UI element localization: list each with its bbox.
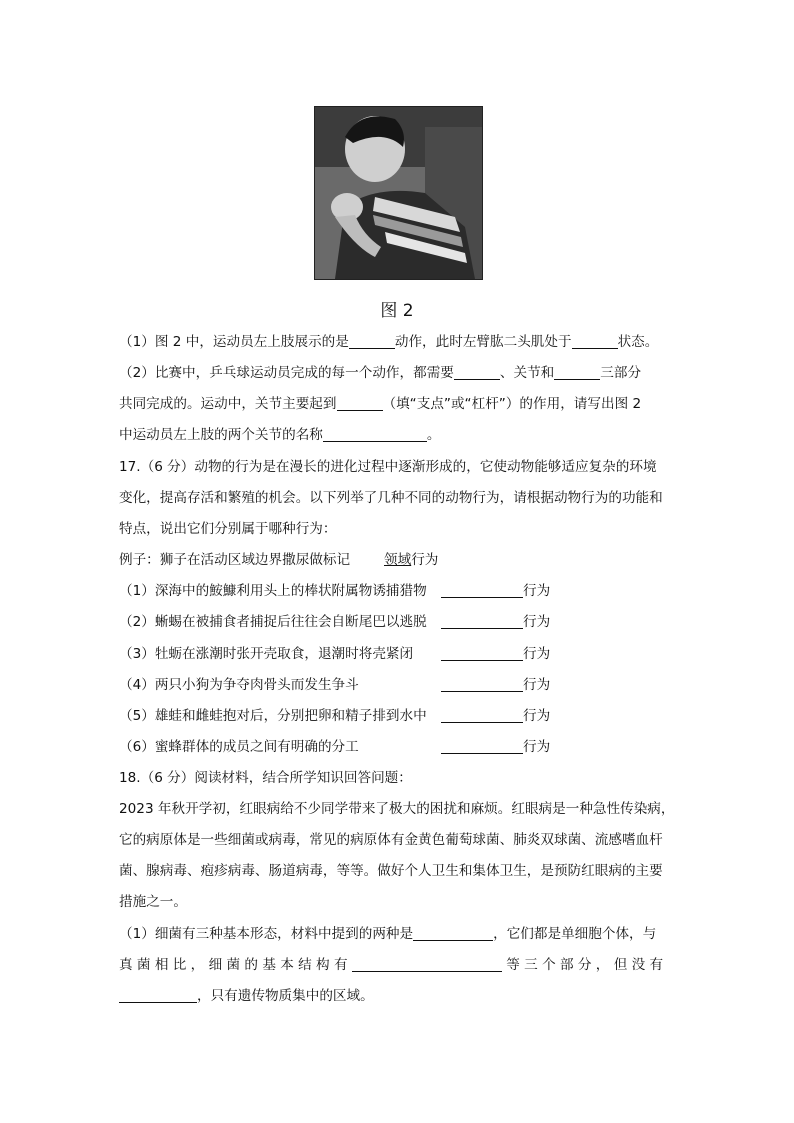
q17-suffix: 行为	[523, 646, 551, 662]
q18-s1a-text-b: ，它们都是单细胞个体，与	[493, 926, 657, 942]
q18-material-1: 2023 年秋开学初，红眼病给不少同学带来了极大的困扰和麻烦。红眼病是一种急性传染病，	[119, 801, 675, 817]
q18-s1c-text: ，只有遗传物质集中的区域。	[197, 988, 374, 1004]
q16-p2b-text-a: 共同完成的。运动中，关节主要起到	[119, 396, 337, 412]
q18-s1b-text-b: 等 三 个 部 分 ， 但 没 有	[506, 957, 664, 973]
q17-item-5-answer	[441, 706, 550, 726]
answer-blank[interactable]	[441, 739, 523, 754]
q16-p1-text-a: （1）图 2 中，运动员左上肢展示的是	[119, 334, 349, 350]
answer-blank[interactable]	[413, 926, 493, 941]
q17-example-answer-wrap	[384, 550, 438, 570]
athlete-photo	[314, 106, 483, 280]
q17-example-text: 例子：狮子在活动区域边界撒尿做标记	[119, 552, 351, 568]
q17-example	[119, 550, 350, 570]
q18-sub1-line2	[119, 955, 663, 975]
q16-p2b-text-b: （填“支点”或“杠杆”）的作用，请写出图 2	[382, 396, 642, 412]
answer-blank[interactable]	[454, 365, 500, 380]
q16-p1-text-c: 状态。	[617, 334, 659, 350]
q17-suffix: 行为	[523, 583, 551, 599]
answer-blank[interactable]	[572, 334, 618, 349]
q16-part1	[119, 332, 658, 352]
q17-item-4-answer	[441, 675, 550, 695]
q16-p2a-text-a: （2）比赛中，乒乓球运动员完成的每一个动作，都需要	[119, 365, 454, 381]
q16-p2c-text-b: 。	[426, 427, 441, 443]
q17-suffix: 行为	[523, 739, 551, 755]
figure-caption: 图 2	[380, 301, 414, 321]
q17-item-3-answer	[441, 644, 550, 664]
q17-item-3: （3）牡蛎在涨潮时张开壳取食，退潮时将壳紧闭	[119, 646, 414, 662]
q18-material-2: 它的病原体是一些细菌或病毒，常见的病原体有金黄色葡萄球菌、肺炎双球菌、流感嗜血杆	[119, 832, 663, 848]
answer-blank[interactable]	[441, 583, 523, 598]
answer-blank[interactable]	[441, 708, 523, 723]
q18-s1a-text-a: （1）细菌有三种基本形态，材料中提到的两种是	[119, 926, 414, 942]
q17-item-1-answer	[441, 581, 550, 601]
q17-suffix: 行为	[523, 677, 551, 693]
q17-intro-1: 17.（6 分）动物的行为是在漫长的进化过程中逐渐形成的，它使动物能够适应复杂的环境	[119, 459, 657, 475]
q17-item-4: （4）两只小狗为争夺肉骨头而发生争斗	[119, 677, 359, 693]
q16-part2-line1	[119, 363, 641, 383]
answer-blank[interactable]	[554, 365, 600, 380]
q17-suffix: 行为	[523, 708, 551, 724]
q17-item-2-answer	[441, 612, 550, 632]
answer-blank[interactable]	[352, 957, 502, 972]
answer-blank[interactable]	[119, 988, 197, 1003]
q17-item-1: （1）深海中的鮟鱇利用头上的棒状附属物诱捕猎物	[119, 583, 427, 599]
q17-item-6-answer	[441, 737, 550, 757]
q17-item-2: （2）蜥蜴在被捕食者捕捉后往往会自断尾巴以逃脱	[119, 614, 427, 630]
q18-sub1-line1	[119, 924, 656, 944]
q16-part2-line2	[119, 394, 641, 414]
q18-intro: 18.（6 分）阅读材料，结合所学知识回答问题：	[119, 770, 412, 786]
answer-blank[interactable]	[441, 677, 523, 692]
answer-blank[interactable]	[337, 396, 383, 411]
q18-material-4: 措施之一。	[119, 894, 187, 910]
q17-intro-3: 特点，说出它们分别属于哪种行为：	[119, 521, 337, 537]
q18-s1b-text-a: 真 菌 相 比 ， 细 菌 的 基 本 结 构 有	[119, 957, 348, 973]
q16-p1-text-b: 动作，此时左臂肱二头肌处于	[394, 334, 572, 350]
answer-blank[interactable]	[441, 646, 523, 661]
q16-part2-line3	[119, 425, 441, 445]
q17-example-suffix: 行为	[411, 552, 439, 568]
q16-p2c-text-a: 中运动员左上肢的两个关节的名称	[119, 427, 323, 443]
answer-blank[interactable]	[349, 334, 395, 349]
answer-blank[interactable]	[323, 427, 427, 442]
q17-item-6: （6）蜜蜂群体的成员之间有明确的分工	[119, 739, 359, 755]
q17-intro-2: 变化，提高存活和繁殖的机会。以下列举了几种不同的动物行为，请根据动物行为的功能和	[119, 490, 663, 506]
q17-suffix: 行为	[523, 614, 551, 630]
q18-sub1-line3	[119, 986, 374, 1006]
q16-p2a-text-b: 、关节和	[499, 365, 555, 381]
q17-example-answer: 领域	[384, 552, 412, 568]
answer-blank[interactable]	[441, 614, 523, 629]
q16-p2a-text-c: 三部分	[600, 365, 642, 381]
q17-item-5: （5）雄蛙和雌蛙抱对后，分别把卵和精子排到水中	[119, 708, 427, 724]
q18-material-3: 菌、腺病毒、疱疹病毒、肠道病毒，等等。做好个人卫生和集体卫生，是预防红眼病的主要	[119, 863, 663, 879]
